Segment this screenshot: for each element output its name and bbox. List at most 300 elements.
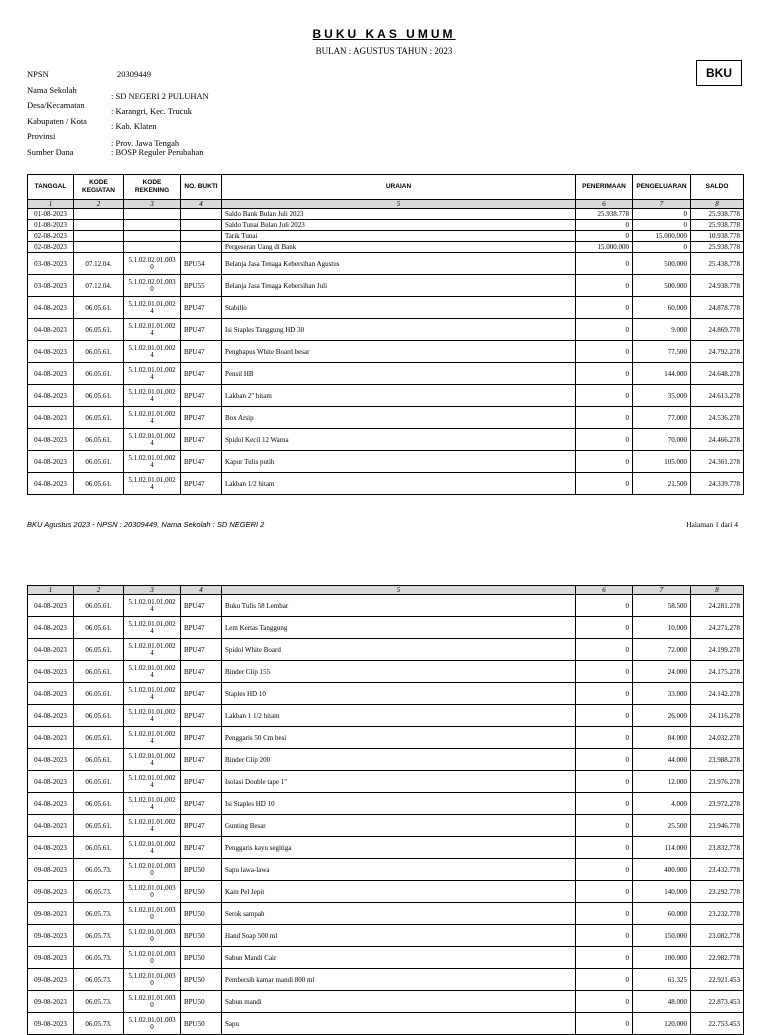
cell-kode-kegiatan: 06.05.61.: [74, 837, 124, 859]
cell-kode-rekening: 5.1.02.02.01.0030: [124, 253, 181, 275]
cell-saldo: 22.982.778: [691, 947, 744, 969]
column-number-row: [28, 200, 744, 209]
cell-kode-rekening: 5.1.02.01.01.0024: [124, 727, 181, 749]
cell-kode-rekening: 5.1.02.01.01.0030: [124, 947, 181, 969]
table-row: [28, 617, 744, 639]
cell-penerimaan: 0: [576, 275, 633, 297]
cell-saldo: 23.432.778: [691, 859, 744, 881]
cell-saldo: 25.438.778: [691, 253, 744, 275]
cell-penerimaan: 0: [576, 253, 633, 275]
cell-uraian: Tarik Tunai: [222, 231, 576, 242]
table-row: [28, 969, 744, 991]
cell-uraian: Saldo Tunai Bulan Juli 2023: [222, 220, 576, 231]
col-number: 6: [576, 586, 633, 595]
cell-kode-rekening: 5.1.02.01.01.0024: [124, 473, 181, 495]
col-number: 5: [222, 200, 576, 209]
info-value: : Prov. Jawa Tengah: [111, 138, 180, 148]
col-penerimaan: PENERIMAAN: [576, 175, 633, 200]
cell-kode-kegiatan: 06.05.61.: [74, 429, 124, 451]
cell-kode-rekening: 5.1.02.01.01.0024: [124, 749, 181, 771]
cell-penerimaan: 0: [576, 363, 633, 385]
bku-badge: BKU: [696, 60, 742, 86]
cell-pengeluaran: 400.000: [633, 859, 691, 881]
cell-kode-kegiatan: 06.05.61.: [74, 749, 124, 771]
cell-kode-rekening: 5.1.02.01.01.0024: [124, 595, 181, 617]
cell-uraian: Stabillo: [222, 297, 576, 319]
cell-uraian: Serok sampah: [222, 903, 576, 925]
cell-tanggal: 04-08-2023: [28, 705, 74, 727]
cell-tanggal: 09-08-2023: [28, 925, 74, 947]
cell-uraian: Kain Pel Jepit: [222, 881, 576, 903]
cell-kode-kegiatan: 06.05.73.: [74, 881, 124, 903]
cell-pengeluaran: 84.000: [633, 727, 691, 749]
cell-tanggal: 02-08-2023: [28, 242, 74, 253]
table-row: [28, 815, 744, 837]
cell-no-bukti: BPU47: [181, 297, 222, 319]
cell-tanggal: 04-08-2023: [28, 617, 74, 639]
cell-kode-kegiatan: 06.05.61.: [74, 297, 124, 319]
cell-saldo: 24.361.278: [691, 451, 744, 473]
cell-pengeluaran: 60.000: [633, 297, 691, 319]
cell-pengeluaran: 60.000: [633, 903, 691, 925]
table-row: [28, 275, 744, 297]
table-row: [28, 407, 744, 429]
info-value: : SD NEGERI 2 PULUHAN: [111, 91, 209, 101]
cell-uraian: Binder Clip 200: [222, 749, 576, 771]
cell-pengeluaran: 150.000: [633, 925, 691, 947]
cell-pengeluaran: 58.500: [633, 595, 691, 617]
col-tanggal: TANGGAL: [28, 175, 74, 200]
col-number: 8: [691, 586, 744, 595]
cell-no-bukti: BPU50: [181, 991, 222, 1013]
cell-no-bukti: BPU47: [181, 749, 222, 771]
cell-penerimaan: 0: [576, 220, 633, 231]
table-row: [28, 793, 744, 815]
cell-kode-rekening: 5.1.02.01.01.0024: [124, 319, 181, 341]
cell-penerimaan: 0: [576, 429, 633, 451]
cell-saldo: 23.082.778: [691, 925, 744, 947]
cell-pengeluaran: 105.000: [633, 451, 691, 473]
cell-pengeluaran: 77.500: [633, 341, 691, 363]
cell-kode-kegiatan: 06.05.61.: [74, 639, 124, 661]
table-row: [28, 319, 744, 341]
cell-kode-kegiatan: 06.05.61.: [74, 771, 124, 793]
cell-uraian: Buku Tulis 58 Lembar: [222, 595, 576, 617]
cell-penerimaan: 15.000.000: [576, 242, 633, 253]
cell-pengeluaran: 0: [633, 220, 691, 231]
cell-kode-rekening: 5.1.02.01.01.0024: [124, 429, 181, 451]
cell-uraian: Lakban 2" hitam: [222, 385, 576, 407]
cell-penerimaan: 0: [576, 881, 633, 903]
cell-uraian: Hand Soap 500 ml: [222, 925, 576, 947]
info-label: Sumber Dana: [27, 147, 74, 157]
cell-saldo: 22.873.453: [691, 991, 744, 1013]
cell-kode-kegiatan: 06.05.61.: [74, 595, 124, 617]
cell-kode-rekening: 5.1.02.01.01.0024: [124, 683, 181, 705]
cell-pengeluaran: 0: [633, 209, 691, 220]
cell-penerimaan: 0: [576, 947, 633, 969]
cell-penerimaan: 0: [576, 407, 633, 429]
cell-uraian: Sabun Mandi Cair: [222, 947, 576, 969]
cell-pengeluaran: 0: [633, 242, 691, 253]
cell-tanggal: 04-08-2023: [28, 683, 74, 705]
cell-uraian: Penggaris 50 Cm besi: [222, 727, 576, 749]
table-row: [28, 473, 744, 495]
cell-saldo: 23.972.278: [691, 793, 744, 815]
cell-saldo: 24.339.778: [691, 473, 744, 495]
cell-saldo: 24.199.278: [691, 639, 744, 661]
col-number: 3: [124, 200, 181, 209]
cell-kode-kegiatan: 06.05.61.: [74, 617, 124, 639]
table-row: [28, 903, 744, 925]
col-number: 6: [576, 200, 633, 209]
table-row: [28, 429, 744, 451]
cell-tanggal: 09-08-2023: [28, 947, 74, 969]
cell-pengeluaran: 21.500: [633, 473, 691, 495]
table-row: [28, 242, 744, 253]
cell-kode-kegiatan: 07.12.04.: [74, 275, 124, 297]
cell-tanggal: 04-08-2023: [28, 363, 74, 385]
cell-pengeluaran: 140.000: [633, 881, 691, 903]
cell-pengeluaran: 15.000.000: [633, 231, 691, 242]
table-row: [28, 683, 744, 705]
cell-saldo: 24.116.278: [691, 705, 744, 727]
cell-penerimaan: 0: [576, 903, 633, 925]
cell-pengeluaran: 70.000: [633, 429, 691, 451]
cell-tanggal: 04-08-2023: [28, 815, 74, 837]
cell-kode-kegiatan: 06.05.61.: [74, 385, 124, 407]
cell-kode-rekening: 5.1.02.01.01.0024: [124, 363, 181, 385]
cell-tanggal: 04-08-2023: [28, 639, 74, 661]
cell-kode-kegiatan: 07.12.04.: [74, 253, 124, 275]
cell-uraian: Sabun mandi: [222, 991, 576, 1013]
cell-pengeluaran: 48.000: [633, 991, 691, 1013]
cell-no-bukti: BPU47: [181, 617, 222, 639]
cell-no-bukti: BPU47: [181, 429, 222, 451]
col-number: 2: [74, 200, 124, 209]
table-row: [28, 991, 744, 1013]
cell-kode-rekening: 5.1.02.01.01.0024: [124, 793, 181, 815]
cell-kode-kegiatan: 06.05.61.: [74, 341, 124, 363]
cell-pengeluaran: 10.000: [633, 617, 691, 639]
cell-uraian: Kapur Tulis putih: [222, 451, 576, 473]
cell-kode-kegiatan: [74, 209, 124, 220]
cell-tanggal: 09-08-2023: [28, 903, 74, 925]
col-kode-kegiatan: KODE KEGIATAN: [74, 175, 124, 200]
cell-penerimaan: 0: [576, 925, 633, 947]
col-kode-rekening: KODE REKENING: [124, 175, 181, 200]
cell-pengeluaran: 33.000: [633, 683, 691, 705]
cell-uraian: Isolasi Double tape 1": [222, 771, 576, 793]
cell-no-bukti: [181, 209, 222, 220]
cell-kode-kegiatan: 06.05.73.: [74, 925, 124, 947]
cell-pengeluaran: 500.000: [633, 253, 691, 275]
table-row: [28, 297, 744, 319]
cell-pengeluaran: 61.325: [633, 969, 691, 991]
col-number: 7: [633, 200, 691, 209]
cell-no-bukti: BPU55: [181, 275, 222, 297]
table-row: [28, 925, 744, 947]
cell-kode-kegiatan: 06.05.73.: [74, 903, 124, 925]
cell-saldo: 24.878.778: [691, 297, 744, 319]
cell-tanggal: 04-08-2023: [28, 837, 74, 859]
cell-pengeluaran: 114.000: [633, 837, 691, 859]
cell-no-bukti: BPU47: [181, 473, 222, 495]
cell-uraian: Gunting Besar: [222, 815, 576, 837]
cell-kode-rekening: 5.1.02.01.01.0024: [124, 385, 181, 407]
cell-saldo: 24.869.778: [691, 319, 744, 341]
col-number: 1: [28, 200, 74, 209]
cell-no-bukti: BPU54: [181, 253, 222, 275]
table-row: [28, 341, 744, 363]
cell-penerimaan: 0: [576, 1013, 633, 1035]
cell-tanggal: 09-08-2023: [28, 881, 74, 903]
cell-kode-rekening: 5.1.02.01.01.0024: [124, 837, 181, 859]
cell-tanggal: 09-08-2023: [28, 1013, 74, 1035]
cell-uraian: Pembersih kamar mandi 800 ml: [222, 969, 576, 991]
col-uraian: URAIAN: [222, 175, 576, 200]
cell-pengeluaran: 25.500: [633, 815, 691, 837]
col-number: 2: [74, 586, 124, 595]
table-row: [28, 639, 744, 661]
table-row: [28, 595, 744, 617]
cell-uraian: Spidol White Board: [222, 639, 576, 661]
col-number: 3: [124, 586, 181, 595]
cell-saldo: 23.292.778: [691, 881, 744, 903]
cell-penerimaan: 0: [576, 385, 633, 407]
cell-tanggal: 04-08-2023: [28, 661, 74, 683]
cell-penerimaan: 0: [576, 749, 633, 771]
cell-kode-rekening: [124, 231, 181, 242]
table-row: [28, 385, 744, 407]
cell-kode-kegiatan: 06.05.73.: [74, 859, 124, 881]
cell-kode-rekening: 5.1.02.01.01.0024: [124, 341, 181, 363]
cell-saldo: 22.921.453: [691, 969, 744, 991]
table-row: [28, 837, 744, 859]
cell-no-bukti: BPU47: [181, 815, 222, 837]
cell-kode-rekening: 5.1.02.01.01.0024: [124, 639, 181, 661]
cell-uraian: Saldo Bank Bulan Juli 2023: [222, 209, 576, 220]
cell-saldo: 24.032.278: [691, 727, 744, 749]
cell-no-bukti: [181, 231, 222, 242]
cell-saldo: 24.792.278: [691, 341, 744, 363]
cell-penerimaan: 25.938.778: [576, 209, 633, 220]
cell-pengeluaran: 44.000: [633, 749, 691, 771]
table-row: [28, 451, 744, 473]
cell-no-bukti: BPU47: [181, 451, 222, 473]
cell-uraian: Penghapus White Board besar: [222, 341, 576, 363]
cell-saldo: 25.938.778: [691, 242, 744, 253]
cell-no-bukti: BPU47: [181, 595, 222, 617]
cell-kode-rekening: 5.1.02.01.01.0024: [124, 407, 181, 429]
cell-no-bukti: BPU47: [181, 837, 222, 859]
cell-saldo: 23.946.778: [691, 815, 744, 837]
cell-no-bukti: BPU47: [181, 727, 222, 749]
cell-uraian: Lakban 1 1/2 hitam: [222, 705, 576, 727]
cell-penerimaan: 0: [576, 595, 633, 617]
cell-penerimaan: 0: [576, 451, 633, 473]
cell-saldo: 24.271.278: [691, 617, 744, 639]
cell-kode-kegiatan: 06.05.61.: [74, 451, 124, 473]
cell-kode-rekening: [124, 220, 181, 231]
cell-pengeluaran: 35.000: [633, 385, 691, 407]
cell-saldo: 25.938.778: [691, 220, 744, 231]
cell-saldo: 25.938.778: [691, 209, 744, 220]
column-number-row: [28, 586, 744, 595]
cell-kode-kegiatan: 06.05.61.: [74, 319, 124, 341]
cell-penerimaan: 0: [576, 231, 633, 242]
cell-tanggal: 04-08-2023: [28, 429, 74, 451]
cell-pengeluaran: 26.000: [633, 705, 691, 727]
cell-no-bukti: BPU47: [181, 341, 222, 363]
cell-kode-rekening: 5.1.02.01.01.0024: [124, 661, 181, 683]
cell-kode-kegiatan: 06.05.73.: [74, 947, 124, 969]
cell-pengeluaran: 144.000: [633, 363, 691, 385]
cell-kode-rekening: 5.1.02.01.01.0024: [124, 771, 181, 793]
cell-saldo: 24.466.278: [691, 429, 744, 451]
cell-saldo: 24.281.278: [691, 595, 744, 617]
cell-no-bukti: BPU50: [181, 881, 222, 903]
cell-penerimaan: 0: [576, 661, 633, 683]
cell-kode-rekening: 5.1.02.02.01.0030: [124, 275, 181, 297]
info-label: Nama Sekolah: [27, 85, 77, 95]
cell-no-bukti: BPU50: [181, 969, 222, 991]
cell-kode-kegiatan: 06.05.61.: [74, 705, 124, 727]
info-label: NPSN: [27, 69, 49, 79]
cell-no-bukti: BPU47: [181, 705, 222, 727]
cell-uraian: Isi Staples Tanggung HD 30: [222, 319, 576, 341]
cell-no-bukti: BPU47: [181, 385, 222, 407]
table-row: [28, 947, 744, 969]
cell-no-bukti: [181, 242, 222, 253]
cell-no-bukti: BPU47: [181, 771, 222, 793]
cell-tanggal: 04-08-2023: [28, 793, 74, 815]
cell-no-bukti: BPU50: [181, 859, 222, 881]
cell-saldo: 24.142.278: [691, 683, 744, 705]
col-number: 4: [181, 586, 222, 595]
cell-penerimaan: 0: [576, 617, 633, 639]
cell-kode-kegiatan: 06.05.61.: [74, 407, 124, 429]
document-title: BUKU KAS UMUM: [312, 27, 456, 41]
cell-uraian: Belanja Jasa Tenaga Kebersihan Agustus: [222, 253, 576, 275]
cell-tanggal: 04-08-2023: [28, 727, 74, 749]
ledger-table-page-1: [27, 174, 744, 495]
cell-penerimaan: 0: [576, 837, 633, 859]
cell-saldo: 24.613.278: [691, 385, 744, 407]
col-number: 4: [181, 200, 222, 209]
col-number: 7: [633, 586, 691, 595]
col-pengeluaran: PENGELUARAN: [633, 175, 691, 200]
cell-saldo: 22.753.453: [691, 1013, 744, 1035]
cell-no-bukti: BPU50: [181, 1013, 222, 1035]
footer-page-number: Halaman 1 dari 4: [686, 520, 738, 529]
cell-no-bukti: BPU47: [181, 407, 222, 429]
cell-tanggal: 01-08-2023: [28, 220, 74, 231]
col-number: 5: [222, 586, 576, 595]
cell-penerimaan: 0: [576, 319, 633, 341]
info-value: : BOSP Reguler Perubahan: [111, 147, 204, 157]
cell-kode-rekening: 5.1.02.01.01.0030: [124, 881, 181, 903]
cell-uraian: Sapu: [222, 1013, 576, 1035]
cell-uraian: Staples HD 10: [222, 683, 576, 705]
table-row: [28, 727, 744, 749]
cell-kode-kegiatan: 06.05.61.: [74, 473, 124, 495]
cell-tanggal: 04-08-2023: [28, 341, 74, 363]
cell-no-bukti: BPU47: [181, 363, 222, 385]
table-row: [28, 209, 744, 220]
cell-kode-rekening: [124, 209, 181, 220]
table-row: [28, 881, 744, 903]
cell-penerimaan: 0: [576, 473, 633, 495]
footer-document-info: BKU Agustus 2023 - NPSN : 20309449, Nama Sekolah : SD NEGERI 2: [27, 520, 265, 529]
info-label: Kabupaten / Kota: [27, 116, 87, 126]
cell-kode-kegiatan: [74, 231, 124, 242]
cell-no-bukti: BPU50: [181, 903, 222, 925]
cell-kode-rekening: 5.1.02.01.01.0024: [124, 451, 181, 473]
cell-kode-kegiatan: [74, 242, 124, 253]
cell-uraian: Lem Kertas Tanggung: [222, 617, 576, 639]
cell-uraian: Isi Staples HD 10: [222, 793, 576, 815]
cell-penerimaan: 0: [576, 705, 633, 727]
cell-tanggal: 04-08-2023: [28, 473, 74, 495]
cell-penerimaan: 0: [576, 991, 633, 1013]
cell-penerimaan: 0: [576, 683, 633, 705]
cell-saldo: 23.976.278: [691, 771, 744, 793]
cell-saldo: 23.232.778: [691, 903, 744, 925]
cell-tanggal: 04-08-2023: [28, 771, 74, 793]
cell-kode-kegiatan: [74, 220, 124, 231]
cell-saldo: 10.938.778: [691, 231, 744, 242]
cell-no-bukti: BPU47: [181, 319, 222, 341]
cell-no-bukti: BPU47: [181, 683, 222, 705]
cell-tanggal: 03-08-2023: [28, 275, 74, 297]
cell-tanggal: 04-08-2023: [28, 385, 74, 407]
info-label: Provinsi: [27, 131, 56, 141]
cell-no-bukti: [181, 220, 222, 231]
cell-uraian: Spidol Kecil 12 Warna: [222, 429, 576, 451]
cell-kode-kegiatan: 06.05.61.: [74, 727, 124, 749]
col-saldo: SALDO: [691, 175, 744, 200]
cell-tanggal: 03-08-2023: [28, 253, 74, 275]
cell-uraian: Penggaris kayu segitiga: [222, 837, 576, 859]
cell-no-bukti: BPU50: [181, 947, 222, 969]
cell-penerimaan: 0: [576, 859, 633, 881]
cell-tanggal: 04-08-2023: [28, 297, 74, 319]
cell-pengeluaran: 12.000: [633, 771, 691, 793]
cell-penerimaan: 0: [576, 727, 633, 749]
cell-penerimaan: 0: [576, 341, 633, 363]
col-number: 8: [691, 200, 744, 209]
cell-kode-rekening: 5.1.02.01.01.0024: [124, 617, 181, 639]
cell-saldo: 24.536.278: [691, 407, 744, 429]
cell-no-bukti: BPU50: [181, 925, 222, 947]
cell-penerimaan: 0: [576, 815, 633, 837]
table-row: [28, 231, 744, 242]
cell-kode-rekening: 5.1.02.01.01.0030: [124, 859, 181, 881]
cell-kode-rekening: 5.1.02.01.01.0030: [124, 969, 181, 991]
cell-kode-rekening: 5.1.02.01.01.0024: [124, 297, 181, 319]
cell-pengeluaran: 120.000: [633, 1013, 691, 1035]
cell-tanggal: 04-08-2023: [28, 749, 74, 771]
cell-kode-kegiatan: 06.05.61.: [74, 793, 124, 815]
ledger-table-page-2: [27, 585, 744, 1035]
cell-penerimaan: 0: [576, 639, 633, 661]
cell-kode-rekening: [124, 242, 181, 253]
cell-pengeluaran: 24.000: [633, 661, 691, 683]
cell-pengeluaran: 4.000: [633, 793, 691, 815]
cell-tanggal: 01-08-2023: [28, 209, 74, 220]
cell-saldo: 23.832.778: [691, 837, 744, 859]
